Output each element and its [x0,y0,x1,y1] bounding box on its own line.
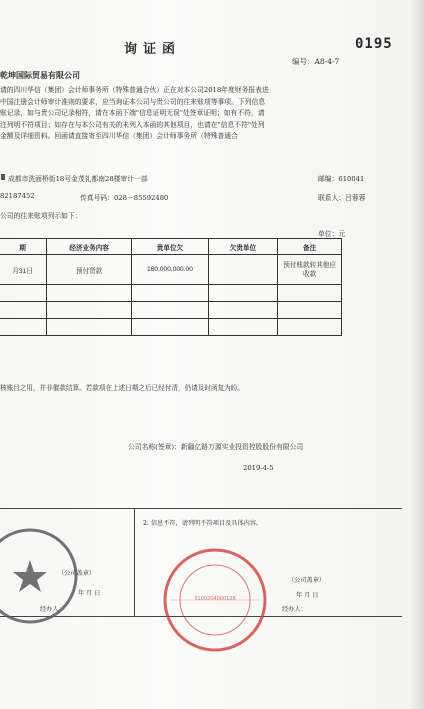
body-line: 注列明不符项目；如存在与本公司有关的未列入本函的其他项目，也请在"信息不符"处列 [0,120,265,129]
table-intro: 公司的往来账项列示如下： [0,212,82,220]
table-cell [278,285,342,302]
table-cell [208,319,278,336]
col-header-content: 经济业务内容 [47,239,132,255]
auditor-zip: 邮编：610041 [318,175,365,183]
document-code: 编号：A8-4-7 [292,57,340,66]
right-date-label: 年 月 日 [296,592,319,599]
table-cell [47,319,132,336]
table-cell [132,302,208,319]
auditor-phone: 82187452 [0,192,35,200]
table-cell [132,319,208,336]
balance-table [0,238,342,336]
left-agent-label: 经办人： [40,606,65,613]
document-serial-number: 0195 [355,36,393,52]
right-agent-label: 经办人： [282,606,307,613]
col-header-owed-to: 欠贵单位 [208,239,278,255]
company-seal-left [0,524,82,628]
table-row [0,319,342,336]
left-date-label: 年 月 日 [78,590,101,597]
table-row [0,302,342,319]
footnote: 核账目之用，并非催款结算。若款项在上述日期之后已经付清，仍请及时函复为盼。 [0,384,244,392]
addressee: 乾坤国际贸易有限公司 [0,70,80,80]
seal-serial: 5100204000128 [194,596,236,602]
table-cell [47,285,132,302]
left-seal-label: （公司盖章） [58,570,96,577]
currency-unit: 单位：元 [318,230,346,238]
auditor-fax: 传真号码：028－85592480 [80,194,169,202]
table-cell [132,285,208,302]
table-cell [208,285,278,302]
body-line: 金额及详细资料。回函请直接寄至四川华信（集团）会计师事务所（特殊普通合 [0,132,238,140]
body-paragraph [0,85,402,143]
table-cell [47,302,132,319]
body-line: 请的四川华信（集团）会计师事务所（特殊普通合伙）正在对本公司2018年度财务报表进 [0,86,269,94]
col-header-remark: 备注 [278,239,342,255]
table-cell: 预付货款 [47,255,132,285]
table-header-row [0,239,342,255]
table-row [0,285,342,302]
auditor-address: 成都市洗面桥街18号金茂礼都南28楼审计一部 [8,175,148,183]
table-cell [208,255,278,285]
table-cell [0,302,47,319]
col-header-date: 期 [0,239,47,255]
table-cell: 月31日 [0,255,47,285]
confirmation-divider [134,509,135,616]
address-marker-icon [0,173,6,181]
table-cell [278,302,342,319]
body-line: 账记录，如与贵公司记录相符，请在本函下端"信息证明无误"处签章证明；如有不符，请 [0,109,265,117]
requesting-company: 公司名称(签章)：新疆亿路万源实业投资控股股份有限公司 [128,443,304,451]
issue-date: 2019-4-5 [243,464,274,472]
table-row [0,255,342,285]
table-cell [0,319,47,336]
body-line: 中国注册会计师审计准则的要求，应当询证本公司与贵公司的往来账项等事项。下列信息 [0,97,266,106]
auditor-contact-person: 联系人：吕蓉蓉 [318,194,366,202]
table-cell [0,285,47,302]
document-title: 询证函 [124,42,182,57]
table-cell [208,302,278,319]
mismatch-note: 2. 信息不符，请列明不符项目及具体内容。 [143,520,263,527]
page-edge-shadow [410,0,424,709]
col-header-owed-by: 贵单位欠 [132,239,208,255]
table-cell [278,319,342,336]
auditor-seal-right [160,545,270,655]
table-cell: 预付账款转其他应收款 [278,255,342,285]
table-cell: 160,000,000.00 [132,255,208,285]
right-seal-label: （公司盖章） [288,577,326,584]
